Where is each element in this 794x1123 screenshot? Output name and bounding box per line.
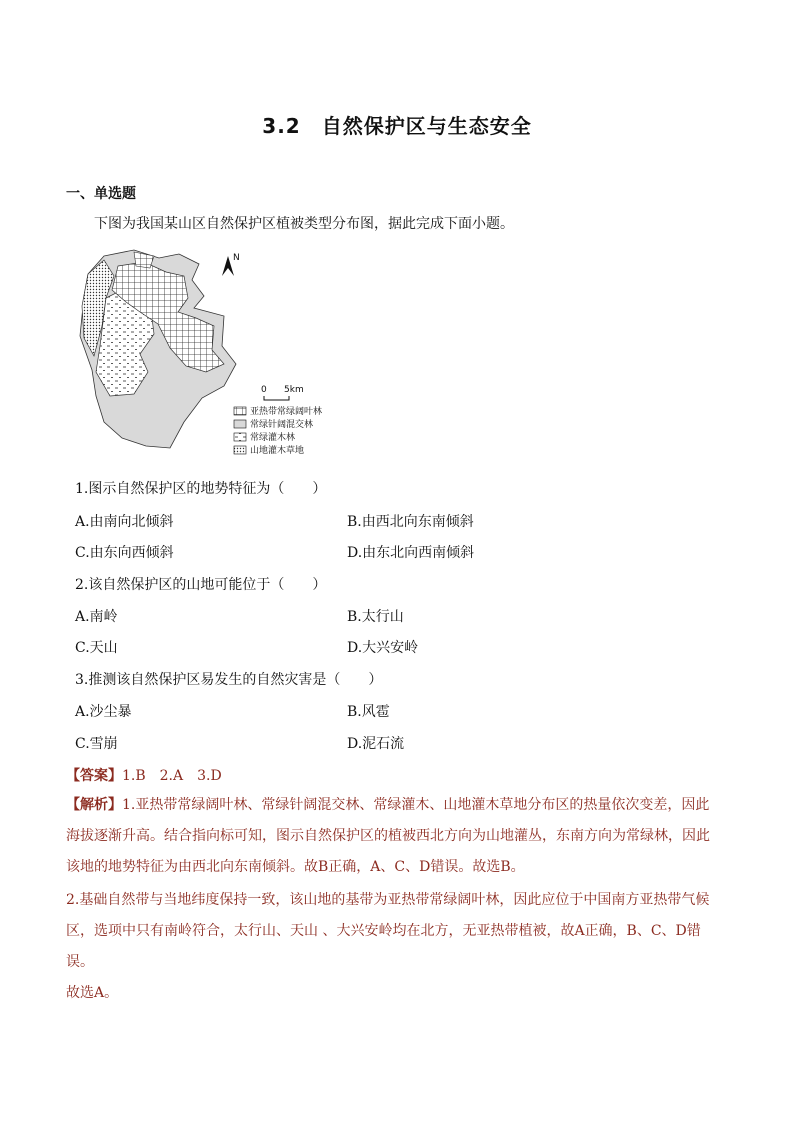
- page-title: 3.2 自然保护区与生态安全: [262, 114, 532, 138]
- scale-bar: [264, 396, 289, 400]
- analysis-p1-line-2: 海拔逐渐升高。结合指向标可知，图示自然保护区的植被西北方向为山地灌丛，东南方向为常绿林，因此: [66, 828, 710, 844]
- question-1-stem: 1.图示自然保护区的地势特征为（ ）: [75, 481, 327, 497]
- question-3-stem: 3.推测该自然保护区易发生的自然灾害是（ ）: [75, 672, 383, 688]
- question-3-option-b[interactable]: B.风雹: [347, 704, 390, 720]
- analysis-paragraph-1: [66, 790, 726, 883]
- question-3-option-a[interactable]: A.沙尘暴: [75, 704, 132, 720]
- question-2-option-d[interactable]: D.大兴安岭: [347, 640, 419, 656]
- question-1-option-d[interactable]: D.由东北向西南倾斜: [347, 545, 475, 561]
- map-legend: [234, 405, 322, 456]
- question-1-option-c[interactable]: C.由东向西倾斜: [75, 545, 174, 561]
- answer-tag: 【答案】: [66, 768, 122, 784]
- analysis-paragraph-2: [66, 885, 726, 1009]
- intro-text: 下图为我国某山区自然保护区植被类型分布图，据此完成下面小题。: [94, 216, 514, 232]
- vegetation-map: [74, 246, 344, 461]
- answer-line: [66, 765, 222, 785]
- analysis-p1-line-1: 1.亚热带常绿阔叶林、常绿针阔混交林、常绿灌木、山地灌木草地分布区的热量依次变差，因此: [122, 797, 710, 813]
- analysis-p2-line-2: 区，选项中只有南岭符合，太行山、天山 、大兴安岭均在北方，无亚热带植被，故A正确，B、C、D错误。: [66, 923, 701, 970]
- answer-text: 1.B 2.A 3.D: [122, 768, 222, 784]
- question-1-option-b[interactable]: B.由西北向东南倾斜: [347, 514, 474, 530]
- legend-shrub-grassland: 山地灌木草地: [250, 446, 305, 456]
- question-2-stem: 2.该自然保护区的山地可能位于（ ）: [75, 577, 327, 593]
- north-label: N: [233, 253, 240, 263]
- scale-unit-label: 5km: [284, 385, 304, 395]
- question-2-option-a[interactable]: A.南岭: [75, 609, 118, 625]
- question-2-option-b[interactable]: B.太行山: [347, 609, 404, 625]
- question-3-option-d[interactable]: D.泥石流: [347, 736, 405, 752]
- analysis-tag: 【解析】: [66, 797, 122, 813]
- analysis-p2-line-3: 故选A。: [66, 985, 119, 1001]
- analysis-p2-line-1: 2.基础自然带与当地纬度保持一致，该山地的基带为亚热带常绿阔叶林，因此应位于中国南方亚热带气候: [66, 892, 710, 908]
- analysis-p1-line-3: 该地的地势特征为由西北向东南倾斜。故B正确，A、C、D错误。故选B。: [66, 859, 525, 875]
- question-1-option-a[interactable]: A.由南向北倾斜: [75, 514, 174, 530]
- section-heading: 一、单选题: [66, 186, 136, 202]
- legend-shrubland: 常绿灌木林: [250, 433, 296, 443]
- question-2-option-c[interactable]: C.天山: [75, 640, 118, 656]
- vegetation-map-figure: [74, 246, 344, 461]
- scale-zero-label: 0: [261, 385, 267, 395]
- legend-broadleaf-forest: 亚热带常绿阔叶林: [250, 407, 323, 417]
- question-3-option-c[interactable]: C.雪崩: [75, 736, 118, 752]
- legend-mixed-forest: 常绿针阔混交林: [250, 420, 314, 430]
